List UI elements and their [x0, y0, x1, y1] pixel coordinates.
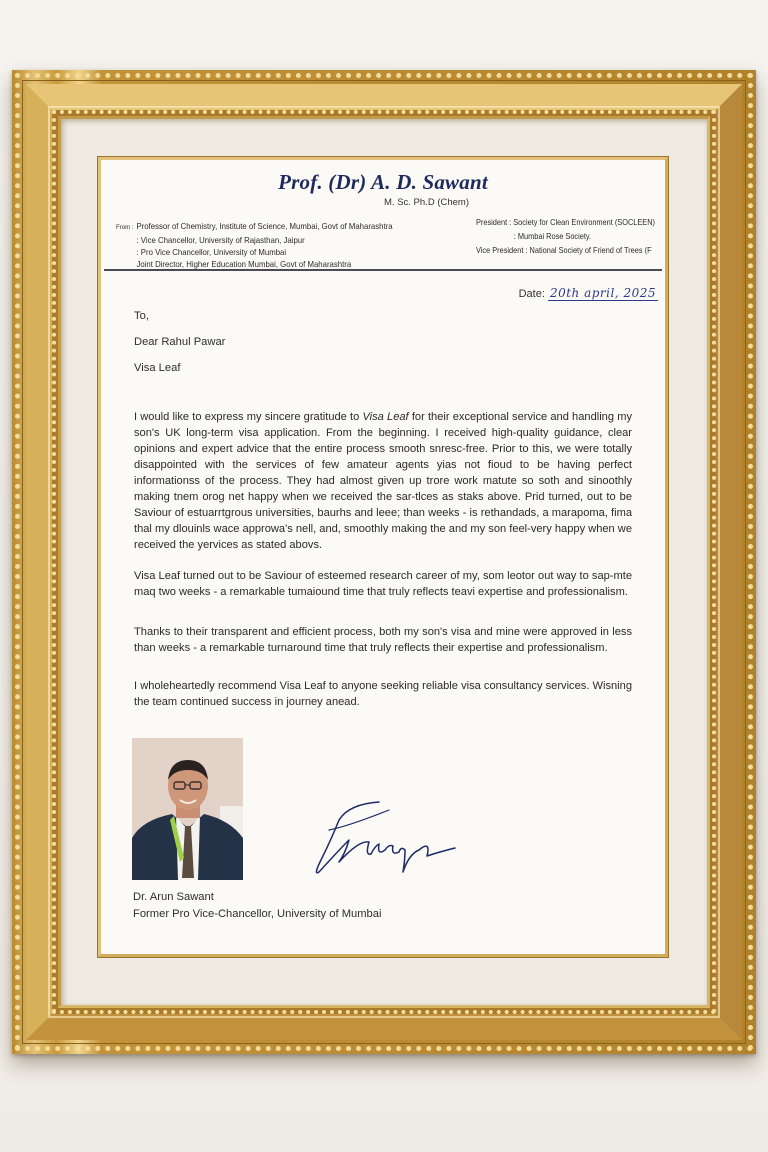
- signature: [309, 800, 459, 880]
- date-handwritten: 20th april, 2025: [549, 286, 656, 300]
- body-paragraph-4: [134, 678, 632, 710]
- role-item: : Pro Vice Chancellor, University of Mumbai: [136, 247, 287, 257]
- body-paragraph-2: [134, 568, 632, 600]
- letterhead-roles-left: [116, 220, 393, 270]
- from-label: From :: [116, 224, 134, 231]
- p2-text: Visa Leaf turned out to be Saviour of esteemed research career of my, som leotor out way to sap-mte maq two weeks - a remarkable tumaiound time that truly reflects teavi expertise and professionalism.: [134, 570, 632, 598]
- letterhead-roles-right: [476, 216, 656, 258]
- body-paragraph-1: [134, 409, 632, 553]
- letterhead-divider: [104, 269, 662, 271]
- testimonial-letter: [104, 160, 662, 952]
- p3-text: Thanks to their transparent and efficient process, both my son's visa and mine were approved in less than weeks - a remarkable turnaround time that truly reflects their expertise and professionalism.: [134, 626, 632, 654]
- date-row: [519, 286, 658, 300]
- p1-text: I would like to express my sincere gratitude to: [134, 411, 363, 423]
- recipient-company: Visa Leaf: [134, 362, 181, 374]
- role-item: : Mumbai Rose Society.: [513, 232, 592, 241]
- role-item: President : Society for Clean Environment (SOCLEEN): [476, 218, 655, 227]
- role-item: Joint Director, Higher Education Mumbai, Govt of Maharashtra: [136, 259, 352, 269]
- letterhead-degree: M. Sc. Ph.D (Chem): [384, 197, 469, 208]
- signer-title: Former Pro Vice-Chancellor, University of Mumbai: [133, 908, 382, 920]
- p4-text: I wholeheartedly recommend Visa Leaf to anyone seeking reliable visa consultancy services. Wisning the team continued success in journey anead.: [134, 680, 632, 708]
- signer-photo: [132, 738, 243, 880]
- role-item: Vice President : National Society of Friend of Trees (F: [476, 246, 652, 255]
- letterhead-name: Prof. (Dr) A. D. Sawant: [278, 170, 488, 194]
- signer-name: Dr. Arun Sawant: [133, 891, 214, 903]
- role-item: : Vice Chancellor, University of Rajasthan, Jaipur: [136, 235, 305, 245]
- role-item: Professor of Chemistry, Institute of Science, Mumbai, Govt of Maharashtra: [136, 221, 393, 231]
- p1-company-emphasis: Visa Leaf: [362, 411, 409, 423]
- address-to: To,: [134, 310, 149, 322]
- salutation: Dear Rahul Pawar: [134, 336, 226, 348]
- body-paragraph-3: [134, 624, 632, 656]
- portrait-illustration: [132, 738, 243, 880]
- date-label: Date:: [518, 288, 545, 300]
- p1-text-rest: for their exceptional service and handling my son's UK long-term visa application. From the beginning. I received high-quality guidance, clear opinions and expert advice that the entire process smooth snresc-free. Prior to this, we were totally disappointed with the services of few amateur agents yias not fioud to be having perfect informationss of the process. They had almost given up trore work matute so soth and sinoothly making tnem orog net happy when we received the sar-tlces as staks above. Prid turned, out to be Saviour of estuarrtgrous universities, baurhs and leee; than weeks - is rethandads, a marapoma, fima thal my dlouinls wace approwa's nell, and, smoothly making the and my son feel-very happy when we received the yervices as stated abovs.: [134, 411, 632, 551]
